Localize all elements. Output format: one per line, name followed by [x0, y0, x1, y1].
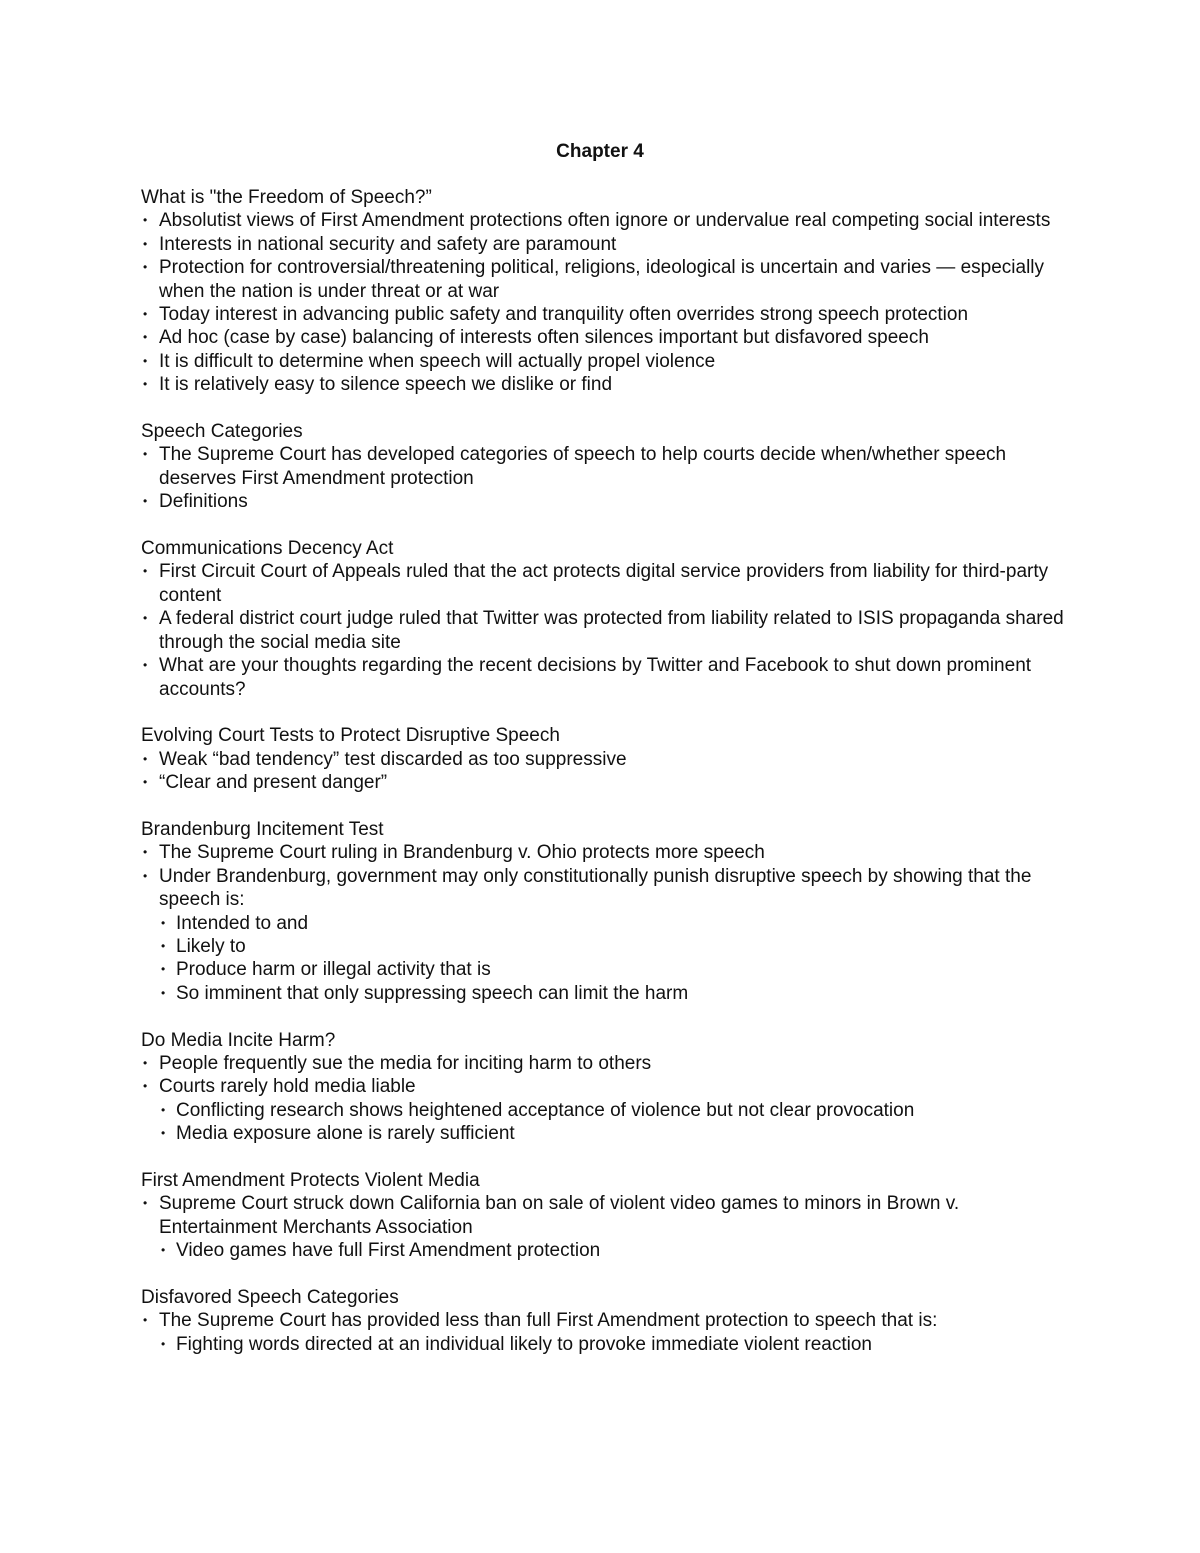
bullet-icon: •	[143, 564, 148, 579]
section-heading: Speech Categories	[141, 421, 303, 443]
bullet-icon: •	[143, 353, 148, 368]
bullet-icon: •	[143, 377, 148, 392]
bullet-icon: •	[143, 845, 148, 860]
bullet-icon: •	[143, 868, 148, 883]
section	[141, 1286, 1081, 1356]
list-item-text: First Circuit Court of Appeals ruled that the act protects digital service providers from liability for third-party content	[159, 561, 1049, 606]
document-body	[141, 186, 1081, 1380]
list-item-text: Protection for controversial/threatening political, religions, ideological is uncertain and varies — especially when the nation is under threat or at war	[159, 257, 1045, 302]
section-heading: Evolving Court Tests to Protect Disruptive Speech	[141, 725, 560, 747]
list-item	[141, 1192, 1081, 1262]
bullet-list	[141, 841, 1081, 1005]
list-item-text: Weak “bad tendency” test discarded as too suppressive	[159, 748, 627, 770]
section	[141, 420, 1081, 514]
list-item	[141, 607, 1081, 654]
list-item-text: Courts rarely hold media liable	[159, 1076, 416, 1098]
list-item	[141, 1075, 1081, 1145]
list-item	[141, 841, 1081, 864]
list-item	[141, 865, 1081, 1005]
section	[141, 818, 1081, 1005]
page-title: Chapter 4	[556, 141, 644, 162]
section-heading: What is "the Freedom of Speech?”	[141, 187, 432, 208]
bullet-icon: •	[161, 938, 166, 953]
section-heading: Disfavored Speech Categories	[141, 1286, 399, 1308]
bullet-icon: •	[143, 330, 148, 345]
bullet-icon: •	[143, 1196, 148, 1211]
list-item-text: People frequently sue the media for inciting harm to others	[159, 1052, 652, 1074]
bullet-icon: •	[143, 1079, 148, 1094]
bullet-icon: •	[143, 611, 148, 626]
bullet-icon: •	[161, 1336, 166, 1351]
sub-list-item-text: Fighting words directed at an individual likely to provoke immediate violent reaction	[176, 1333, 872, 1355]
list-item-text: Under Brandenburg, government may only constitutionally punish disruptive speech by showing that the speech is:	[159, 865, 1032, 911]
list-item	[141, 209, 1081, 232]
sub-bullet-list	[159, 1099, 1081, 1146]
section	[141, 724, 1081, 794]
list-item-text: Definitions	[159, 491, 248, 513]
list-item	[141, 748, 1081, 771]
bullet-list	[141, 209, 1081, 396]
list-item-text: Supreme Court struck down California ban on sale of violent video games to minors in Brown v. Entertainment Merchants Association	[159, 1193, 960, 1238]
list-item	[141, 443, 1081, 490]
section-heading: Brandenburg Incitement Test	[141, 818, 384, 840]
section	[141, 1169, 1081, 1263]
bullet-icon: •	[143, 307, 148, 322]
list-item-text: The Supreme Court ruling in Brandenburg v. Ohio protects more speech	[159, 842, 765, 864]
bullet-icon: •	[161, 962, 166, 977]
sub-list-item-text: Produce harm or illegal activity that is	[176, 959, 491, 981]
section-heading: Communications Decency Act	[141, 538, 394, 560]
list-item-text: Ad hoc (case by case) balancing of interests often silences important but disfavored speech	[159, 327, 929, 349]
list-item-text: What are your thoughts regarding the recent decisions by Twitter and Facebook to shut down prominent accounts?	[159, 655, 1032, 700]
bullet-icon: •	[143, 213, 148, 228]
list-item-text: Today interest in advancing public safety and tranquility often overrides strong speech protection	[159, 304, 969, 326]
bullet-icon: •	[143, 494, 148, 509]
bullet-icon: •	[143, 1055, 148, 1070]
list-item-text: “Clear and present danger”	[159, 772, 388, 794]
bullet-list	[141, 560, 1081, 700]
bullet-list	[141, 1192, 1081, 1262]
bullet-icon: •	[143, 1313, 148, 1328]
section-heading: Do Media Incite Harm?	[141, 1029, 336, 1051]
list-item-text: A federal district court judge ruled that Twitter was protected from liability related to ISIS propaganda shared through the social media site	[159, 608, 1064, 653]
section	[141, 1029, 1081, 1146]
list-item-text: The Supreme Court has developed categories of speech to help courts decide when/whether speech deserves First Amendment protection	[159, 444, 1007, 489]
list-item-text: It is difficult to determine when speech will actually propel violence	[159, 350, 716, 372]
bullet-icon: •	[143, 775, 148, 790]
bullet-icon: •	[143, 447, 148, 462]
list-item	[141, 326, 1081, 349]
bullet-icon: •	[143, 658, 148, 673]
sub-list-item-text: Video games have full First Amendment protection	[176, 1240, 601, 1262]
list-item	[141, 256, 1081, 303]
sub-bullet-list	[159, 1239, 1081, 1262]
bullet-list	[141, 443, 1081, 513]
sub-list-item	[159, 1099, 1081, 1122]
list-item	[141, 771, 1081, 794]
list-item	[141, 350, 1081, 373]
bullet-icon: •	[161, 1243, 166, 1258]
list-item	[141, 373, 1081, 396]
list-item	[141, 1052, 1081, 1075]
section	[141, 537, 1081, 701]
sub-list-item-text: Media exposure alone is rarely sufficient	[176, 1123, 515, 1145]
bullet-icon: •	[143, 236, 148, 251]
sub-list-item	[159, 958, 1081, 981]
list-item-text: Absolutist views of First Amendment protections often ignore or undervalue real competing social interests	[159, 210, 1051, 232]
list-item	[141, 490, 1081, 513]
list-item	[141, 1309, 1081, 1356]
sub-list-item	[159, 935, 1081, 958]
list-item-text: The Supreme Court has provided less than full First Amendment protection to speech that is:	[159, 1310, 938, 1332]
bullet-icon: •	[161, 985, 166, 1000]
sub-list-item-text: So imminent that only suppressing speech can limit the harm	[176, 982, 689, 1004]
bullet-list	[141, 748, 1081, 795]
sub-bullet-list	[159, 1333, 1081, 1356]
section-heading: First Amendment Protects Violent Media	[141, 1169, 480, 1191]
bullet-list	[141, 1052, 1081, 1146]
list-item	[141, 233, 1081, 256]
section	[141, 186, 1081, 397]
list-item	[141, 560, 1081, 607]
sub-list-item-text: Likely to	[176, 935, 246, 957]
list-item	[141, 654, 1081, 701]
bullet-list	[141, 1309, 1081, 1356]
bullet-icon: •	[161, 915, 166, 930]
sub-list-item	[159, 1122, 1081, 1145]
sub-list-item	[159, 912, 1081, 935]
sub-list-item-text: Intended to and	[176, 912, 309, 934]
sub-list-item	[159, 1333, 1081, 1356]
sub-list-item	[159, 982, 1081, 1005]
bullet-icon: •	[161, 1126, 166, 1141]
sub-bullet-list	[159, 912, 1081, 1006]
list-item-text: It is relatively easy to silence speech we dislike or find	[159, 374, 613, 396]
bullet-icon: •	[143, 260, 148, 275]
bullet-icon: •	[143, 751, 148, 766]
sub-list-item	[159, 1239, 1081, 1262]
list-item-text: Interests in national security and safety are paramount	[159, 233, 617, 255]
sub-list-item-text: Conflicting research shows heightened acceptance of violence but not clear provocation	[176, 1099, 915, 1121]
bullet-icon: •	[161, 1102, 166, 1117]
list-item	[141, 303, 1081, 326]
